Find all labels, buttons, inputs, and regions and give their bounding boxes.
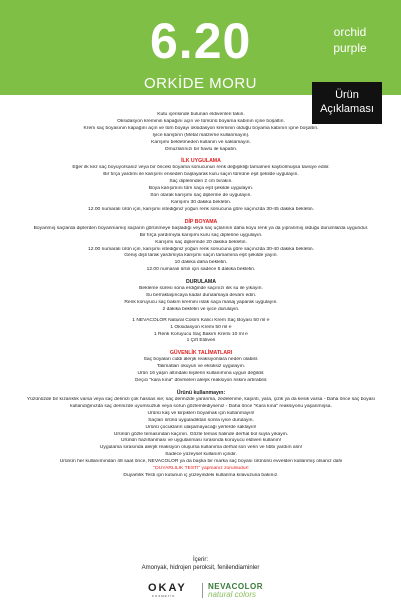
first-application-section: İLK UYGULAMA Eğer ilk kez saç boyuyorsanız veya bir önceki boyama sonucunun renk değişikliği tamamen kaybolmuşsa tavsiye edilir. Bir fırça yardımı ile karışımı enseden başlayarak kuru saçın tümüne eşit şekilde uygulayın. Saç diplerinden 2 cm bırakın. Boya karışımını tüm saça eşit şekilde uygulayın. Son olarak karışımı saç diplerine de uygulayın. Karışımı 30 dakika bekletin. 12.00 numaralı ürün için, karışımı istediğiniz yoğun renk sonucuna göre saçınızda 30-45 dakika bekletin. <box>20 158 382 213</box>
instructions-body <box>20 112 382 480</box>
rinsing-section: DURULAMA Bekleme süresi sona erdiğinde saçınızı ılık su ile yıkayın. Su berraklaşıncaya kadar durulamaya devam edin. Renk koruyucu saç bakım kremini ıslak saça masaj yaparak uygulayın. 2 dakika bekletin ve iyice durulayın. <box>20 279 382 314</box>
okay-logo-subtitle: KOZMETİK <box>152 594 176 598</box>
section-title: İLK UYGULAMA <box>181 158 221 165</box>
safety-section: GÜVENLİK TALİMATLARI Saç boyaları ciddi alerjik reaksiyonlara neden olabilir. Talimatları okuyun ve eksiksiz uygulayın. Ürün 16 yaşın altındaki kişilerin kullanımına uygun değildir. Geçici "kara kına" dövmeleri alerjik reaksiyon riskini artırabilir. <box>20 350 382 385</box>
nevacolor-logo: NEVACOLOR <box>208 582 264 591</box>
root-coloring-section: DİP BOYAMA Boyanmış saçlarda diplerden boyanmamış saçların görünmeye başladığı veya saç uçlarının daha koyu renk ya da yıpranmış olduğu durumlarda uygundur. Bir fırça yardımıyla karışımı kuru saç diplerine uygulayın. Karışımı saç diplerinde 20 dakika bekletin. 12.00 numaralı ürün için, karışımı istediğiniz yoğun renk sonucuna göre saçınızda 30-40 dakika bekletin. Geniş dişli tarak yardımıyla karışımı saçın tamamına eşit şekilde yayın. 10 dakika daha bekletin. 12.00 numaralı ürün için sadece 5 dakika bekletin. <box>20 219 382 274</box>
shade-english-name: orchid purple <box>333 25 367 55</box>
ingredients-label: İçerir: <box>193 557 208 563</box>
do-not-use-section: Ürünü kullanmayın: Yüzünüzde bir kızarıklık varsa veya saç derinizi çok hassas ise; saç derinizde yaranma, zedelenme, kaşıntı, yara, çizik ya da kesik varsa - Daha önce saç boyası kullandığınızda saç derinizde uyumsuzluk veya sorun gözlemlediyseniz - Daha önce "Kara kına" reaksiyonu yaşanmışsa. Ürünü kaş ve kirpiklerı boyamak için kullanmayın! Saçları ürünü uyguladıktan sonra iyice durulayın. Ürünü çocukların ulaşamayacağı yerlerde saklayın! Ürünün gözle temasından kaçının. Gözle temas halinde derhal bol suyla yıkayın. Ürünün hazırlanması ve uygulanması sırasında koruyucu eldiven kullanın! Uygulama sırasında alerjik reaksiyon oluşursa kullanıma derhal son verin ve tıbbi yardım alın! Sadece yüzeysel kullanım içindir. Ürünün her kullanımından 48 saat önce, NEVACOLOR ya da başka bir marka saç boyası ürününü evvelden kullanmış olsanız dahi "DUYARLILIK TESTİ" yapmanız zorunludur! Duyarlılık Testi için kutunun iç yüzeyindeki kullanma kılavuzuna bakınız. <box>20 390 382 480</box>
section-title: GÜVENLİK TALİMATLARI <box>169 350 233 357</box>
brand-logos <box>0 582 401 600</box>
product-description-badge: Ürün Açıklaması <box>312 82 382 124</box>
okay-logo: OKAY <box>148 582 187 594</box>
ingredients-text: Amonyak, hidrojen peroksit, fenilendiaminler <box>141 565 260 571</box>
natural-colors-tagline: natural colors <box>208 590 257 599</box>
shade-title: ORKİDE MORU <box>143 75 257 92</box>
ingredients-footer <box>0 556 401 572</box>
logo-divider <box>202 583 203 598</box>
section-title: Ürünü kullanmayın: <box>176 390 226 396</box>
intro-section: Kutu içerisinde bulunan eldivenleri takın. Oksidasyon kreminin kapağını açın ve tümünü boyama kabının içine boşaltın. Krem saç boyasının kapağını açın ve tüm boyayı oksidasyon kreminin olduğu boyama kabının içine boşaltın. İyice karıştırın (Metal malzeme kullanmayın). Karışımı bekletmeden kullanın ve saklamayın. Omuzlarınızı bir havlu ile kapatın. <box>83 112 319 152</box>
section-title: DURULAMA <box>186 279 216 286</box>
section-title: DİP BOYAMA <box>184 218 218 225</box>
header-banner <box>0 0 401 95</box>
sensitivity-test-warning: "DUYARLILIK TESTİ" yapmanız zorunludur! <box>153 466 249 472</box>
package-contents: 1 NEVACOLOR Natural Colors Kalıcı Krem Saç Boyası 50 ml ℮ 1 Oksidasyon Kremi 50 ml ℮ 1 Renk Koruyucu Saç Bakım Kremi 10 ml ℮ 1 Çift Eldiven <box>132 317 270 344</box>
shade-code: 6.20 <box>150 13 252 69</box>
